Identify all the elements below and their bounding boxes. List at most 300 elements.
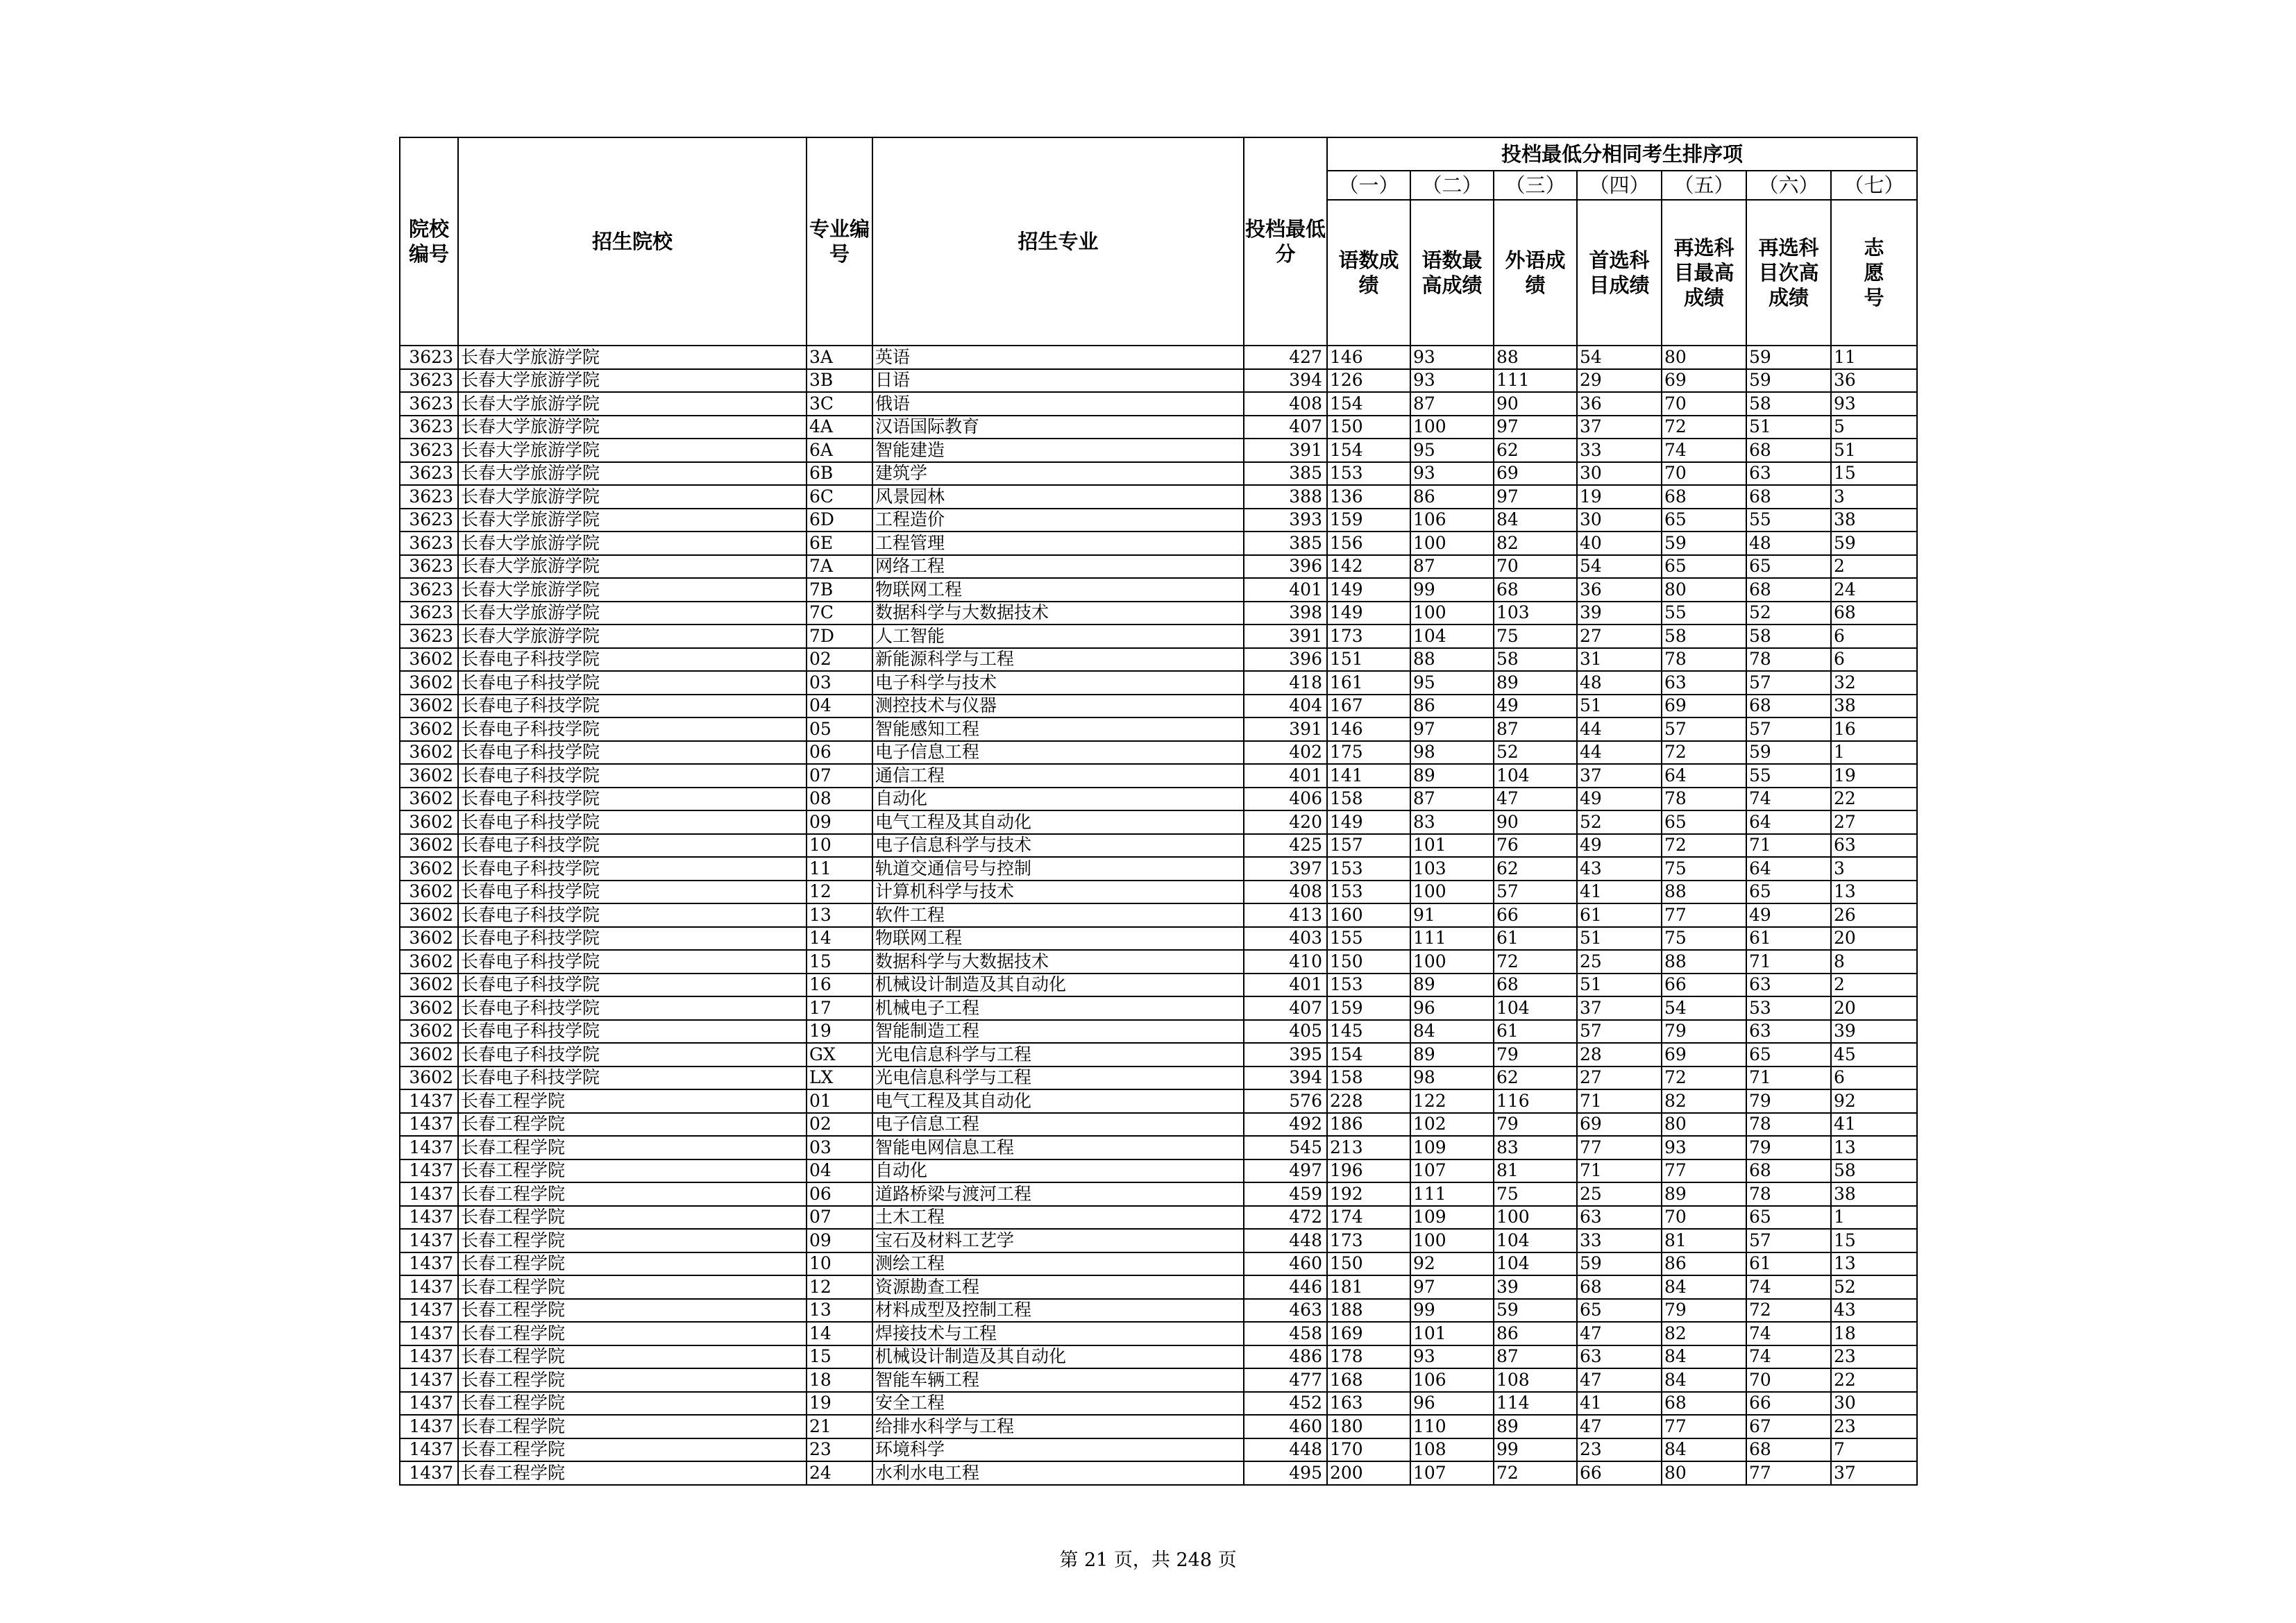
cell-school-code: 3623 [400,439,458,462]
cell-school-code: 1437 [400,1089,458,1113]
cell-choice-number: 23 [1831,1415,1917,1438]
cell-score-4: 43 [1577,857,1662,881]
cell-score-6: 74 [1746,1322,1831,1345]
cell-score-3: 84 [1494,509,1577,532]
cell-score-4: 69 [1577,1113,1662,1137]
cell-school-name: 长春电子科技学院 [458,950,807,974]
cell-score-5: 89 [1662,1182,1746,1206]
cell-school-name: 长春电子科技学院 [458,834,807,858]
cell-min-score: 407 [1244,996,1327,1020]
cell-school-name: 长春大学旅游学院 [458,555,807,579]
cell-choice-number: 92 [1831,1089,1917,1113]
table-row [400,1206,1917,1230]
cell-min-score: 396 [1244,648,1327,672]
cell-score-6: 55 [1746,764,1831,788]
table-row [400,648,1917,672]
cell-score-6: 63 [1746,1020,1831,1044]
cell-score-4: 68 [1577,1275,1662,1299]
cell-score-4: 33 [1577,439,1662,462]
cell-choice-number: 58 [1831,1159,1917,1183]
cell-score-4: 44 [1577,717,1662,741]
cell-score-4: 49 [1577,834,1662,858]
cell-score-4: 37 [1577,996,1662,1020]
cell-score-5: 79 [1662,1299,1746,1323]
cell-major-name: 智能建造 [872,439,1244,462]
cell-major-code: 11 [807,857,872,881]
cell-major-name: 工程管理 [872,532,1244,555]
cell-choice-number: 6 [1831,624,1917,648]
cell-score-6: 65 [1746,555,1831,579]
cell-school-name: 长春工程学院 [458,1229,807,1252]
cell-score-4: 27 [1577,1067,1662,1090]
cell-score-3: 111 [1494,369,1577,393]
cell-score-3: 79 [1494,1043,1577,1067]
cell-score-5: 86 [1662,1252,1746,1276]
cell-school-name: 长春工程学院 [458,1252,807,1276]
cell-score-2: 87 [1410,392,1494,416]
cell-score-3: 90 [1494,392,1577,416]
cell-major-code: 09 [807,1229,872,1252]
cell-school-name: 长春工程学院 [458,1438,807,1462]
cell-score-1: 163 [1327,1392,1410,1416]
cell-min-score: 391 [1244,624,1327,648]
header-sort-label: 再选科目次高成绩 [1746,200,1831,346]
table-row [400,764,1917,788]
cell-score-3: 81 [1494,1159,1577,1183]
cell-score-4: 47 [1577,1415,1662,1438]
cell-score-3: 66 [1494,903,1577,927]
cell-score-3: 104 [1494,1252,1577,1276]
cell-score-1: 170 [1327,1438,1410,1462]
table-row [400,416,1917,439]
cell-min-score: 402 [1244,741,1327,765]
cell-score-6: 79 [1746,1136,1831,1159]
cell-choice-number: 2 [1831,555,1917,579]
cell-choice-number: 6 [1831,648,1917,672]
cell-choice-number: 7 [1831,1438,1917,1462]
cell-score-2: 99 [1410,1299,1494,1323]
cell-school-name: 长春工程学院 [458,1182,807,1206]
table-row [400,834,1917,858]
cell-score-3: 61 [1494,1020,1577,1044]
cell-score-1: 153 [1327,881,1410,904]
cell-score-3: 62 [1494,439,1577,462]
cell-major-code: 13 [807,903,872,927]
cell-score-2: 101 [1410,834,1494,858]
cell-major-code: 10 [807,834,872,858]
cell-major-code: 07 [807,764,872,788]
cell-score-1: 200 [1327,1461,1410,1485]
table-row [400,1089,1917,1113]
cell-choice-number: 38 [1831,1182,1917,1206]
cell-major-code: 21 [807,1415,872,1438]
cell-school-name: 长春大学旅游学院 [458,578,807,602]
cell-major-name: 测绘工程 [872,1252,1244,1276]
cell-choice-number: 22 [1831,788,1917,811]
cell-score-1: 153 [1327,974,1410,997]
cell-min-score: 492 [1244,1113,1327,1137]
cell-score-4: 66 [1577,1461,1662,1485]
cell-major-code: 3B [807,369,872,393]
cell-score-4: 36 [1577,392,1662,416]
cell-score-2: 122 [1410,1089,1494,1113]
cell-major-name: 建筑学 [872,462,1244,486]
cell-major-code: 03 [807,1136,872,1159]
cell-major-name: 数据科学与大数据技术 [872,602,1244,625]
cell-school-code: 3623 [400,369,458,393]
cell-school-code: 3623 [400,392,458,416]
cell-score-6: 57 [1746,1229,1831,1252]
cell-min-score: 460 [1244,1252,1327,1276]
cell-score-3: 83 [1494,1136,1577,1159]
cell-score-4: 27 [1577,624,1662,648]
cell-score-3: 97 [1494,485,1577,509]
cell-school-code: 3623 [400,416,458,439]
table-row [400,717,1917,741]
cell-school-name: 长春工程学院 [458,1322,807,1345]
table-row [400,1461,1917,1485]
cell-score-6: 65 [1746,881,1831,904]
cell-score-1: 146 [1327,346,1410,369]
cell-school-code: 3602 [400,834,458,858]
cell-score-3: 47 [1494,788,1577,811]
cell-min-score: 463 [1244,1299,1327,1323]
page-footer: 第 21 页，共 248 页 [1059,1549,1237,1571]
cell-score-6: 65 [1746,1206,1831,1230]
cell-major-code: 05 [807,717,872,741]
cell-major-code: 7D [807,624,872,648]
cell-major-name: 水利水电工程 [872,1461,1244,1485]
cell-score-2: 102 [1410,1113,1494,1137]
cell-score-4: 51 [1577,695,1662,718]
table-row [400,1438,1917,1462]
cell-choice-number: 45 [1831,1043,1917,1067]
table-row [400,1020,1917,1044]
cell-major-name: 机械电子工程 [872,996,1244,1020]
cell-score-3: 58 [1494,648,1577,672]
cell-score-5: 70 [1662,1206,1746,1230]
cell-score-2: 96 [1410,996,1494,1020]
cell-score-6: 59 [1746,741,1831,765]
cell-score-3: 68 [1494,974,1577,997]
cell-score-3: 75 [1494,1182,1577,1206]
cell-major-code: 6D [807,509,872,532]
cell-major-name: 宝石及材料工艺学 [872,1229,1244,1252]
cell-score-5: 55 [1662,602,1746,625]
table-row [400,462,1917,486]
cell-score-5: 72 [1662,416,1746,439]
cell-score-5: 78 [1662,788,1746,811]
cell-score-6: 74 [1746,788,1831,811]
cell-choice-number: 32 [1831,671,1917,695]
cell-score-2: 110 [1410,1415,1494,1438]
cell-min-score: 394 [1244,369,1327,393]
table-row [400,532,1917,555]
cell-choice-number: 20 [1831,996,1917,1020]
cell-score-3: 62 [1494,1067,1577,1090]
cell-major-code: 15 [807,950,872,974]
cell-score-2: 106 [1410,1368,1494,1392]
cell-score-1: 146 [1327,717,1410,741]
cell-score-3: 99 [1494,1438,1577,1462]
cell-major-name: 智能制造工程 [872,1020,1244,1044]
cell-major-code: 17 [807,996,872,1020]
cell-score-4: 48 [1577,671,1662,695]
table-row [400,1182,1917,1206]
table-row [400,1113,1917,1137]
cell-score-5: 77 [1662,1159,1746,1183]
cell-school-name: 长春大学旅游学院 [458,485,807,509]
cell-major-code: 14 [807,1322,872,1345]
table-row [400,485,1917,509]
table-body [400,346,1917,1485]
cell-school-code: 1437 [400,1159,458,1183]
cell-score-4: 30 [1577,462,1662,486]
cell-major-code: GX [807,1043,872,1067]
cell-major-code: 23 [807,1438,872,1462]
table-row [400,439,1917,462]
cell-score-4: 25 [1577,950,1662,974]
cell-min-score: 427 [1244,346,1327,369]
cell-choice-number: 43 [1831,1299,1917,1323]
cell-score-2: 99 [1410,578,1494,602]
cell-min-score: 420 [1244,810,1327,834]
cell-major-name: 日语 [872,369,1244,393]
cell-choice-number: 8 [1831,950,1917,974]
cell-major-code: 6E [807,532,872,555]
cell-choice-number: 37 [1831,1461,1917,1485]
cell-score-5: 69 [1662,695,1746,718]
cell-score-5: 88 [1662,950,1746,974]
cell-major-name: 人工智能 [872,624,1244,648]
cell-score-6: 77 [1746,1461,1831,1485]
cell-major-code: 6B [807,462,872,486]
cell-score-4: 49 [1577,788,1662,811]
cell-score-2: 93 [1410,369,1494,393]
cell-school-name: 长春电子科技学院 [458,1067,807,1090]
header-school-code: 院校编号 [400,137,458,346]
cell-major-code: 13 [807,1299,872,1323]
cell-score-5: 82 [1662,1322,1746,1345]
cell-major-name: 机械设计制造及其自动化 [872,1345,1244,1369]
cell-school-code: 3602 [400,695,458,718]
cell-score-2: 97 [1410,1275,1494,1299]
cell-score-3: 86 [1494,1322,1577,1345]
cell-score-3: 39 [1494,1275,1577,1299]
cell-major-code: 19 [807,1392,872,1416]
cell-major-name: 风景园林 [872,485,1244,509]
cell-min-score: 398 [1244,602,1327,625]
cell-score-4: 51 [1577,927,1662,951]
cell-school-code: 3602 [400,1020,458,1044]
cell-min-score: 401 [1244,974,1327,997]
cell-score-1: 213 [1327,1136,1410,1159]
cell-score-6: 64 [1746,810,1831,834]
cell-major-code: 07 [807,1206,872,1230]
cell-score-6: 58 [1746,624,1831,648]
cell-school-name: 长春电子科技学院 [458,1043,807,1067]
cell-score-2: 98 [1410,741,1494,765]
cell-major-name: 资源勘查工程 [872,1275,1244,1299]
cell-score-1: 154 [1327,392,1410,416]
cell-min-score: 401 [1244,764,1327,788]
cell-score-5: 84 [1662,1368,1746,1392]
cell-score-1: 157 [1327,834,1410,858]
cell-score-6: 74 [1746,1275,1831,1299]
cell-min-score: 393 [1244,509,1327,532]
cell-score-5: 77 [1662,903,1746,927]
cell-score-4: 51 [1577,974,1662,997]
cell-min-score: 459 [1244,1182,1327,1206]
cell-score-2: 95 [1410,439,1494,462]
cell-major-name: 俄语 [872,392,1244,416]
cell-score-5: 93 [1662,1136,1746,1159]
cell-major-code: 02 [807,648,872,672]
cell-school-code: 1437 [400,1345,458,1369]
cell-score-5: 57 [1662,717,1746,741]
cell-score-2: 100 [1410,881,1494,904]
cell-score-6: 70 [1746,1368,1831,1392]
cell-major-code: 10 [807,1252,872,1276]
cell-score-2: 84 [1410,1020,1494,1044]
cell-major-name: 数据科学与大数据技术 [872,950,1244,974]
cell-score-3: 79 [1494,1113,1577,1137]
cell-choice-number: 18 [1831,1322,1917,1345]
cell-score-6: 63 [1746,462,1831,486]
table-row [400,1043,1917,1067]
cell-score-1: 181 [1327,1275,1410,1299]
cell-min-score: 405 [1244,1020,1327,1044]
cell-choice-number: 15 [1831,1229,1917,1252]
cell-score-1: 178 [1327,1345,1410,1369]
cell-score-4: 23 [1577,1438,1662,1462]
cell-score-1: 160 [1327,903,1410,927]
cell-school-name: 长春电子科技学院 [458,695,807,718]
cell-score-2: 107 [1410,1461,1494,1485]
cell-score-6: 79 [1746,1089,1831,1113]
cell-school-code: 3623 [400,624,458,648]
cell-choice-number: 20 [1831,927,1917,951]
cell-score-1: 149 [1327,602,1410,625]
cell-score-5: 63 [1662,671,1746,695]
table-row [400,1252,1917,1276]
cell-score-4: 39 [1577,602,1662,625]
cell-choice-number: 41 [1831,1113,1917,1137]
cell-score-5: 68 [1662,1392,1746,1416]
cell-school-name: 长春大学旅游学院 [458,532,807,555]
cell-score-2: 100 [1410,416,1494,439]
cell-score-1: 156 [1327,532,1410,555]
cell-school-name: 长春工程学院 [458,1206,807,1230]
cell-score-5: 75 [1662,857,1746,881]
cell-school-code: 3623 [400,346,458,369]
cell-major-name: 电子科学与技术 [872,671,1244,695]
cell-score-2: 96 [1410,1392,1494,1416]
cell-score-3: 90 [1494,810,1577,834]
cell-score-5: 65 [1662,555,1746,579]
cell-min-score: 446 [1244,1275,1327,1299]
cell-school-code: 3602 [400,788,458,811]
cell-major-name: 光电信息科学与工程 [872,1067,1244,1090]
cell-score-4: 63 [1577,1206,1662,1230]
cell-school-code: 3602 [400,974,458,997]
cell-score-6: 59 [1746,346,1831,369]
cell-major-name: 自动化 [872,788,1244,811]
cell-score-4: 47 [1577,1322,1662,1345]
cell-score-4: 37 [1577,764,1662,788]
header-major-code: 专业编号 [807,137,872,346]
cell-min-score: 406 [1244,788,1327,811]
cell-major-code: 04 [807,695,872,718]
cell-score-1: 150 [1327,950,1410,974]
cell-school-code: 1437 [400,1113,458,1137]
cell-major-code: 6A [807,439,872,462]
cell-min-score: 404 [1244,695,1327,718]
cell-score-6: 49 [1746,903,1831,927]
cell-score-2: 100 [1410,532,1494,555]
cell-choice-number: 23 [1831,1345,1917,1369]
cell-score-2: 100 [1410,950,1494,974]
cell-score-1: 150 [1327,1252,1410,1276]
cell-major-name: 工程造价 [872,509,1244,532]
cell-score-6: 55 [1746,509,1831,532]
cell-score-6: 57 [1746,717,1831,741]
table-row [400,671,1917,695]
cell-score-6: 72 [1746,1299,1831,1323]
cell-major-name: 智能电网信息工程 [872,1136,1244,1159]
cell-score-3: 108 [1494,1368,1577,1392]
cell-score-5: 84 [1662,1275,1746,1299]
table-row [400,392,1917,416]
cell-school-name: 长春电子科技学院 [458,857,807,881]
cell-choice-number: 51 [1831,439,1917,462]
cell-choice-number: 36 [1831,369,1917,393]
cell-school-name: 长春大学旅游学院 [458,624,807,648]
cell-score-4: 59 [1577,1252,1662,1276]
cell-score-6: 68 [1746,485,1831,509]
cell-score-2: 89 [1410,974,1494,997]
cell-score-1: 175 [1327,741,1410,765]
table-row [400,1345,1917,1369]
cell-score-4: 41 [1577,881,1662,904]
cell-score-5: 84 [1662,1438,1746,1462]
cell-school-name: 长春工程学院 [458,1368,807,1392]
cell-choice-number: 27 [1831,810,1917,834]
cell-choice-number: 93 [1831,392,1917,416]
cell-school-name: 长春大学旅游学院 [458,439,807,462]
table-row [400,1415,1917,1438]
cell-major-code: 19 [807,1020,872,1044]
cell-school-name: 长春大学旅游学院 [458,602,807,625]
cell-school-code: 1437 [400,1252,458,1276]
cell-choice-number: 3 [1831,485,1917,509]
cell-min-score: 452 [1244,1392,1327,1416]
cell-score-2: 100 [1410,602,1494,625]
cell-score-2: 93 [1410,1345,1494,1369]
cell-major-name: 物联网工程 [872,927,1244,951]
header-sort-label: 外语成绩 [1494,200,1577,346]
cell-school-name: 长春电子科技学院 [458,810,807,834]
table-row [400,996,1917,1020]
table-row [400,857,1917,881]
cell-score-2: 93 [1410,462,1494,486]
cell-score-1: 192 [1327,1182,1410,1206]
cell-major-code: 03 [807,671,872,695]
cell-score-5: 80 [1662,346,1746,369]
cell-score-6: 63 [1746,974,1831,997]
cell-school-name: 长春电子科技学院 [458,741,807,765]
cell-school-code: 3623 [400,578,458,602]
